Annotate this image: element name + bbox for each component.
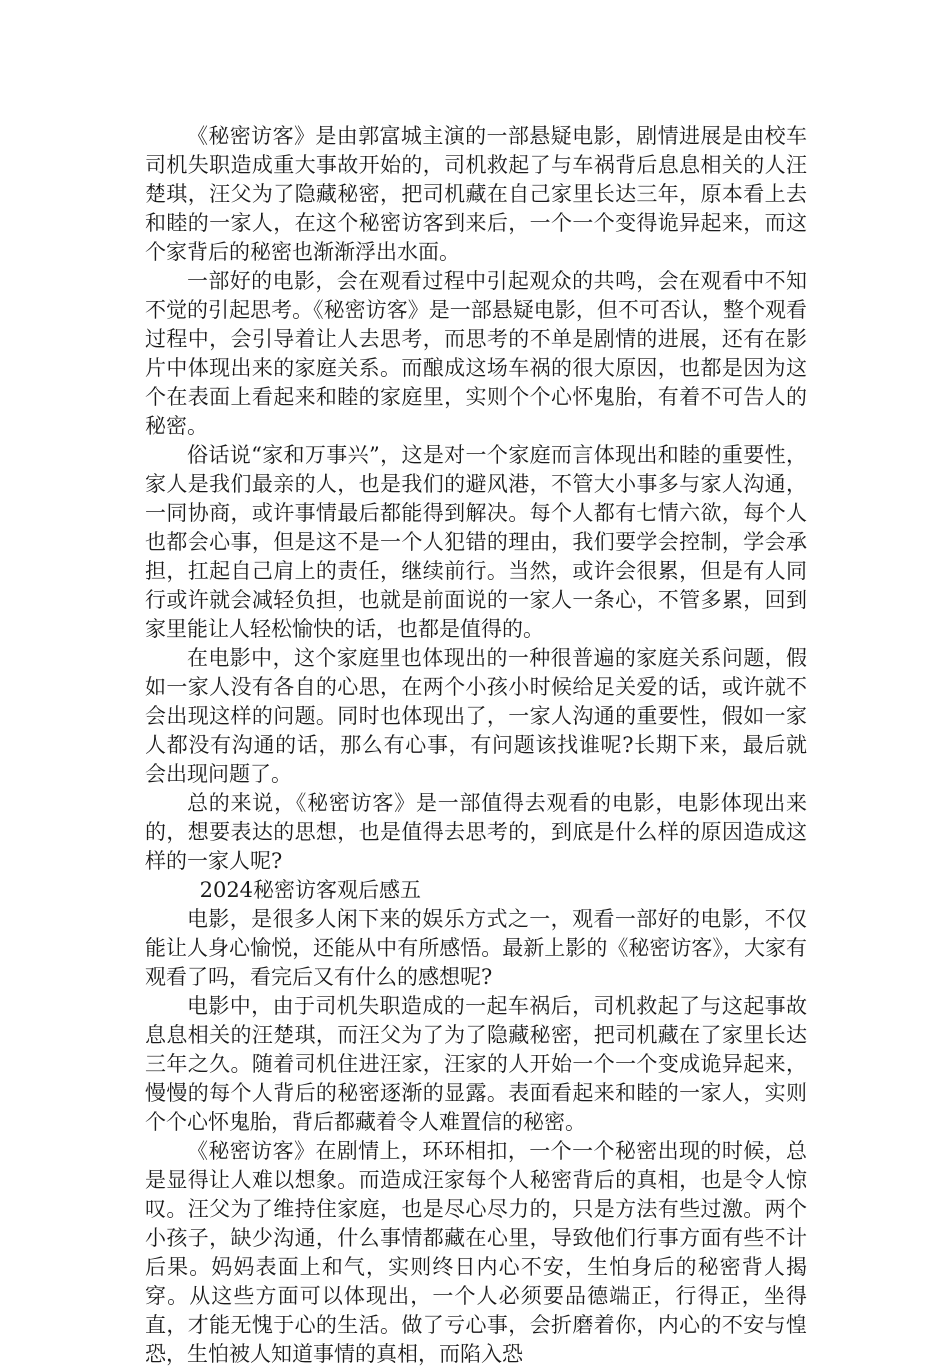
paragraph-6: 电影，是很多人闲下来的娱乐方式之一，观看一部好的电影，不仅能让人身心愉悦，还能从中有所感悟。最新上影的《秘密访客》，大家有观看了吗，看完后又有什么的感想呢? xyxy=(145,907,807,989)
paragraph-3: 俗话说“家和万事兴”，这是对一个家庭而言体现出和睦的重要性，家人是我们最亲的人，也是我们的避风港，不管大小事多与家人沟通，一同协商，或许事情最后都能得到解决。每个人都有七情六欲，每个人也都会心事，但是这不是一个人犯错的理由，我们要学会控制，学会承担，扛起自己肩上的责任，继续前行。当然，或许会很累，但是有人同行或许就会减轻负担，也就是前面说的一家人一条心，不管多累，回到家里能让人轻松愉快的话，也都是值得的。 xyxy=(145,443,807,641)
paragraph-8: 《秘密访客》在剧情上，环环相扣，一个一个秘密出现的时候，总是显得让人难以想象。而造成汪家每个人秘密背后的真相，也是令人惊叹。汪父为了维持住家庭，也是尽心尽力的，只是方法有些过激。两个小孩子，缺少沟通，什么事情都藏在心里，导致他们行事方面有些不计后果。妈妈表面上和气，实则终日内心不安，生怕身后的秘密背人揭穿。从这些方面可以体现出，一个人必须要品德端正，行得正，坐得直，才能无愧于心的生活。做了亏心事，会折磨着你，内心的不安与惶恐，生怕被人知道事情的真相，而陷入恐 xyxy=(145,1139,807,1366)
document-body xyxy=(145,122,807,1369)
paragraph-5: 总的来说，《秘密访客》是一部值得去观看的电影，电影体现出来的，想要表达的思想，也是值得去思考的，到底是什么样的原因造成这样的一家人呢? xyxy=(145,791,807,873)
section-heading: 2024秘密访客观后感五 xyxy=(199,878,422,902)
paragraph-7: 电影中，由于司机失职造成的一起车祸后，司机救起了与这起事故息息相关的汪楚琪，而汪父为了为了隐藏秘密，把司机藏在了家里长达三年之久。随着司机住进汪家，汪家的人开始一个一个变成诡异起来，慢慢的每个人背后的秘密逐渐的显露。表面看起来和睦的一家人，实则个个心怀鬼胎，背后都藏着令人难置信的秘密。 xyxy=(145,994,807,1134)
paragraph-1: 《秘密访客》是由郭富城主演的一部悬疑电影，剧情进展是由校车司机失职造成重大事故开始的，司机救起了与车祸背后息息相关的人汪楚琪，汪父为了隐藏秘密，把司机藏在自己家里长达三年，原本看上去和睦的一家人，在这个秘密访客到来后，一个一个变得诡异起来，而这个家背后的秘密也渐渐浮出水面。 xyxy=(145,124,807,264)
paragraph-2: 一部好的电影，会在观看过程中引起观众的共鸣，会在观看中不知不觉的引起思考。《秘密访客》是一部悬疑电影，但不可否认，整个观看过程中，会引导着让人去思考，而思考的不单是剧情的进展，还有在影片中体现出来的家庭关系。而酿成这场车祸的很大原因，也都是因为这个在表面上看起来和睦的家庭里，实则个个心怀鬼胎，有着不可告人的秘密。 xyxy=(145,269,807,438)
paragraph-4: 在电影中，这个家庭里也体现出的一种很普遍的家庭关系问题，假如一家人没有各自的心思，在两个小孩小时候给足关爱的话，或许就不会出现这样的问题。同时也体现出了，一家人沟通的重要性，假如一家人都没有沟通的话，那么有心事，有问题该找谁呢?长期下来，最后就会出现问题了。 xyxy=(145,646,807,786)
